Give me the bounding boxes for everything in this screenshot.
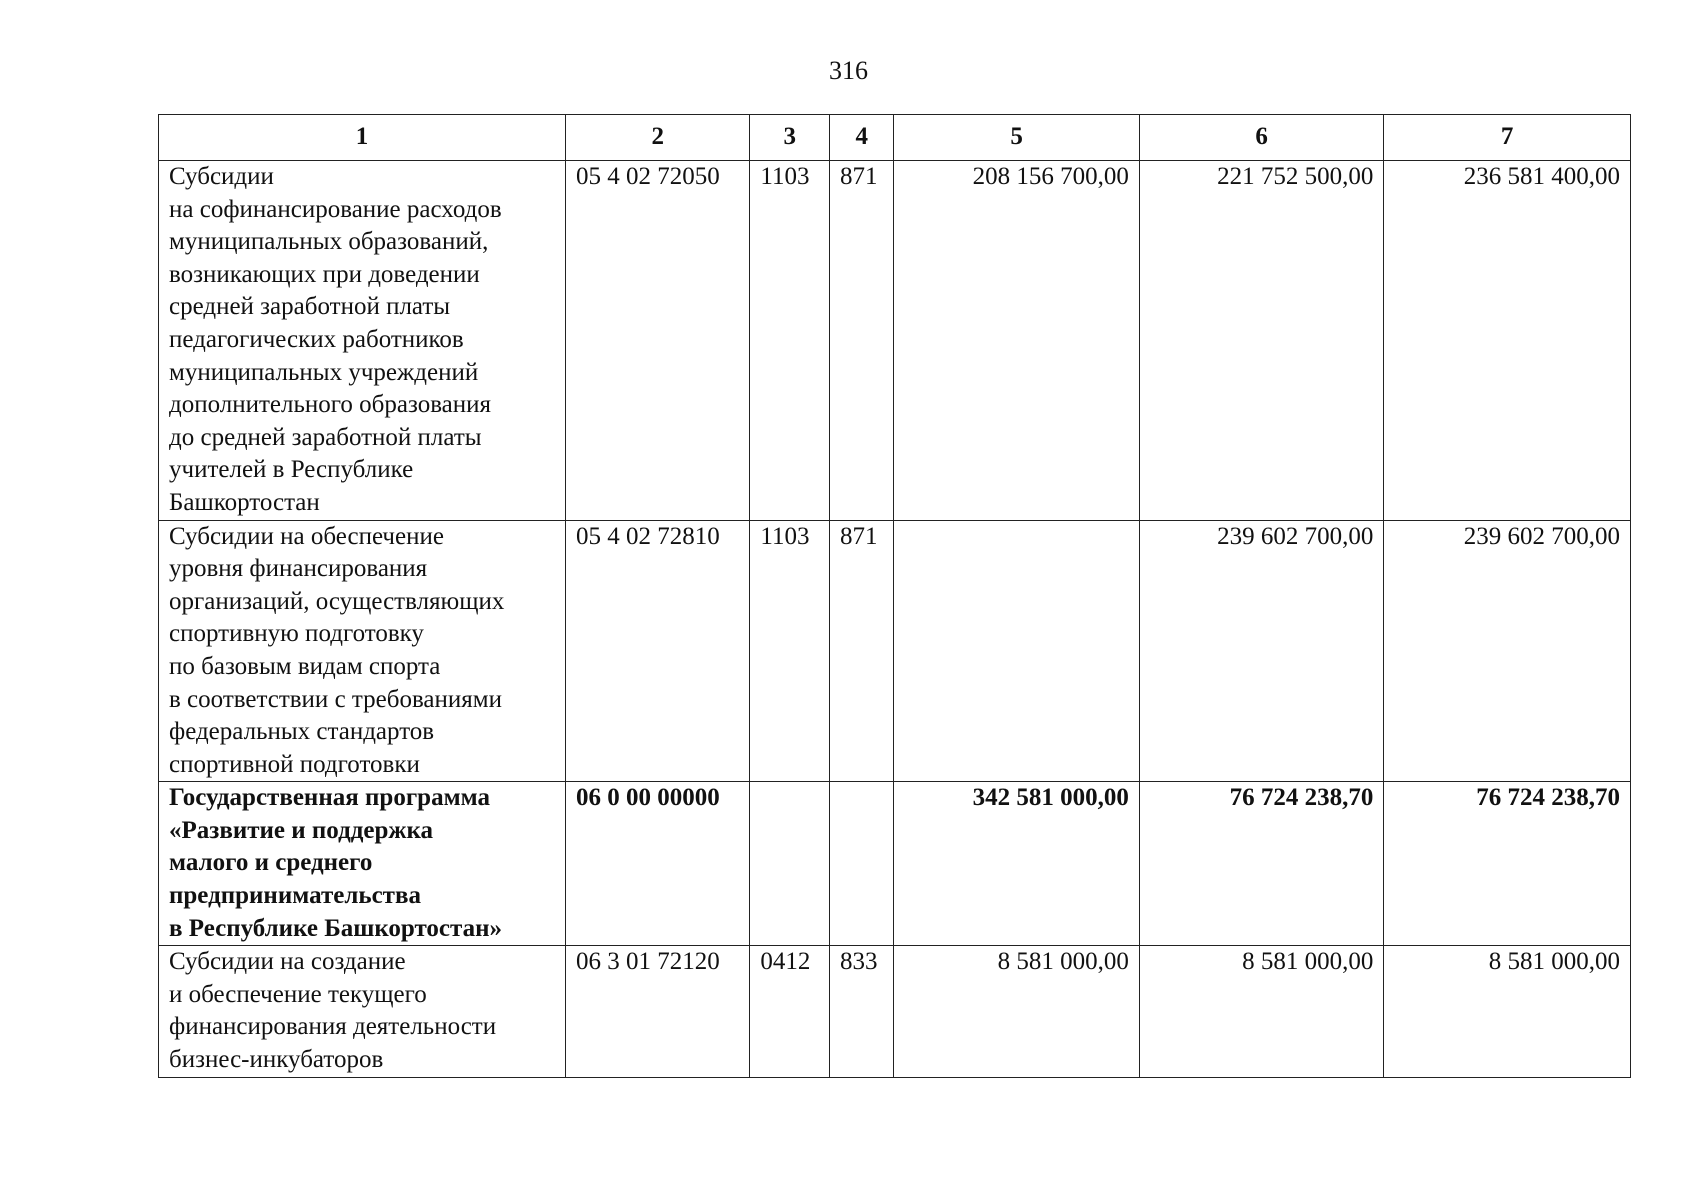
row-name-line: организаций, осуществляющих — [169, 587, 505, 615]
row-name-line: средней заработной платы — [169, 293, 451, 321]
row-name-line: спортивную подготовку — [169, 620, 424, 648]
row-name-line: по базовым видам спорта — [169, 652, 441, 680]
table-header-row — [159, 115, 1631, 161]
row-name-line: и обеспечение текущего — [169, 980, 427, 1008]
row-name-line: на софинансирование расходов — [169, 195, 502, 223]
row-name-line: в соответствии с требованиями — [169, 685, 502, 713]
target-item-code: 05 4 02 72050 — [566, 161, 750, 521]
row-name-line: до средней заработной платы — [169, 423, 482, 451]
table-row — [159, 946, 1631, 1077]
amount-col-7: 8 581 000,00 — [1384, 946, 1631, 1077]
expense-type-code: 871 — [830, 520, 894, 782]
column-header-3: 3 — [750, 115, 830, 161]
table-row — [159, 161, 1631, 521]
amount-col-6: 239 602 700,00 — [1139, 520, 1383, 782]
column-header-7: 7 — [1384, 115, 1631, 161]
target-item-code: 06 3 01 72120 — [566, 946, 750, 1077]
row-name-line: Субсидии на обеспечение — [169, 522, 444, 550]
table-row — [159, 520, 1631, 782]
column-header-5: 5 — [894, 115, 1140, 161]
row-name-line: предпринимательства — [169, 882, 421, 910]
row-name-line: спортивной подготовки — [169, 750, 420, 778]
column-header-4: 4 — [830, 115, 894, 161]
amount-col-5: 208 156 700,00 — [894, 161, 1140, 521]
section-code: 1103 — [750, 161, 830, 521]
row-name-cell — [159, 782, 566, 946]
row-name-cell — [159, 520, 566, 782]
row-name-line: «Развитие и поддержка — [169, 816, 434, 844]
column-header-2: 2 — [566, 115, 750, 161]
row-name-line: Субсидии — [169, 163, 274, 190]
row-name-line: муниципальных учреждений — [169, 358, 479, 386]
amount-col-6: 8 581 000,00 — [1139, 946, 1383, 1077]
section-code: 1103 — [750, 520, 830, 782]
expense-type-code: 833 — [830, 946, 894, 1077]
amount-col-5 — [894, 520, 1140, 782]
row-name-line: педагогических работников — [169, 325, 464, 353]
page-number: 316 — [829, 56, 868, 85]
column-header-6: 6 — [1139, 115, 1383, 161]
row-name-line: учителей в Республике — [169, 456, 414, 484]
section-code — [750, 782, 830, 946]
amount-col-6: 221 752 500,00 — [1139, 161, 1383, 521]
row-name-line: финансирования деятельности — [169, 1013, 497, 1041]
budget-table — [158, 114, 1631, 1078]
row-name-line: в Республике Башкортостан» — [169, 914, 503, 942]
table-row-program — [159, 782, 1631, 946]
row-name-line: возникающих при доведении — [169, 260, 480, 288]
amount-col-7: 76 724 238,70 — [1384, 782, 1631, 946]
row-name-cell — [159, 946, 566, 1077]
row-name-line: уровня финансирования — [169, 555, 428, 583]
row-name-line: федеральных стандартов — [169, 718, 435, 746]
expense-type-code — [830, 782, 894, 946]
amount-col-6: 76 724 238,70 — [1139, 782, 1383, 946]
amount-col-5: 342 581 000,00 — [894, 782, 1140, 946]
expense-type-code: 871 — [830, 161, 894, 521]
amount-col-5: 8 581 000,00 — [894, 946, 1140, 1077]
column-header-1: 1 — [159, 115, 566, 161]
target-item-code: 05 4 02 72810 — [566, 520, 750, 782]
row-name-line: бизнес-инкубаторов — [169, 1046, 384, 1074]
row-name-line: дополнительного образования — [169, 391, 492, 419]
row-name-line: Государственная программа — [169, 784, 490, 812]
amount-col-7: 239 602 700,00 — [1384, 520, 1631, 782]
row-name-line: малого и среднего — [169, 849, 373, 877]
row-name-line: Башкортостан — [169, 488, 320, 516]
row-name-line: муниципальных образований, — [169, 228, 489, 256]
section-code: 0412 — [750, 946, 830, 1077]
row-name-cell — [159, 161, 566, 521]
amount-col-7: 236 581 400,00 — [1384, 161, 1631, 521]
target-item-code: 06 0 00 00000 — [566, 782, 750, 946]
row-name-line: Субсидии на создание — [169, 948, 406, 976]
